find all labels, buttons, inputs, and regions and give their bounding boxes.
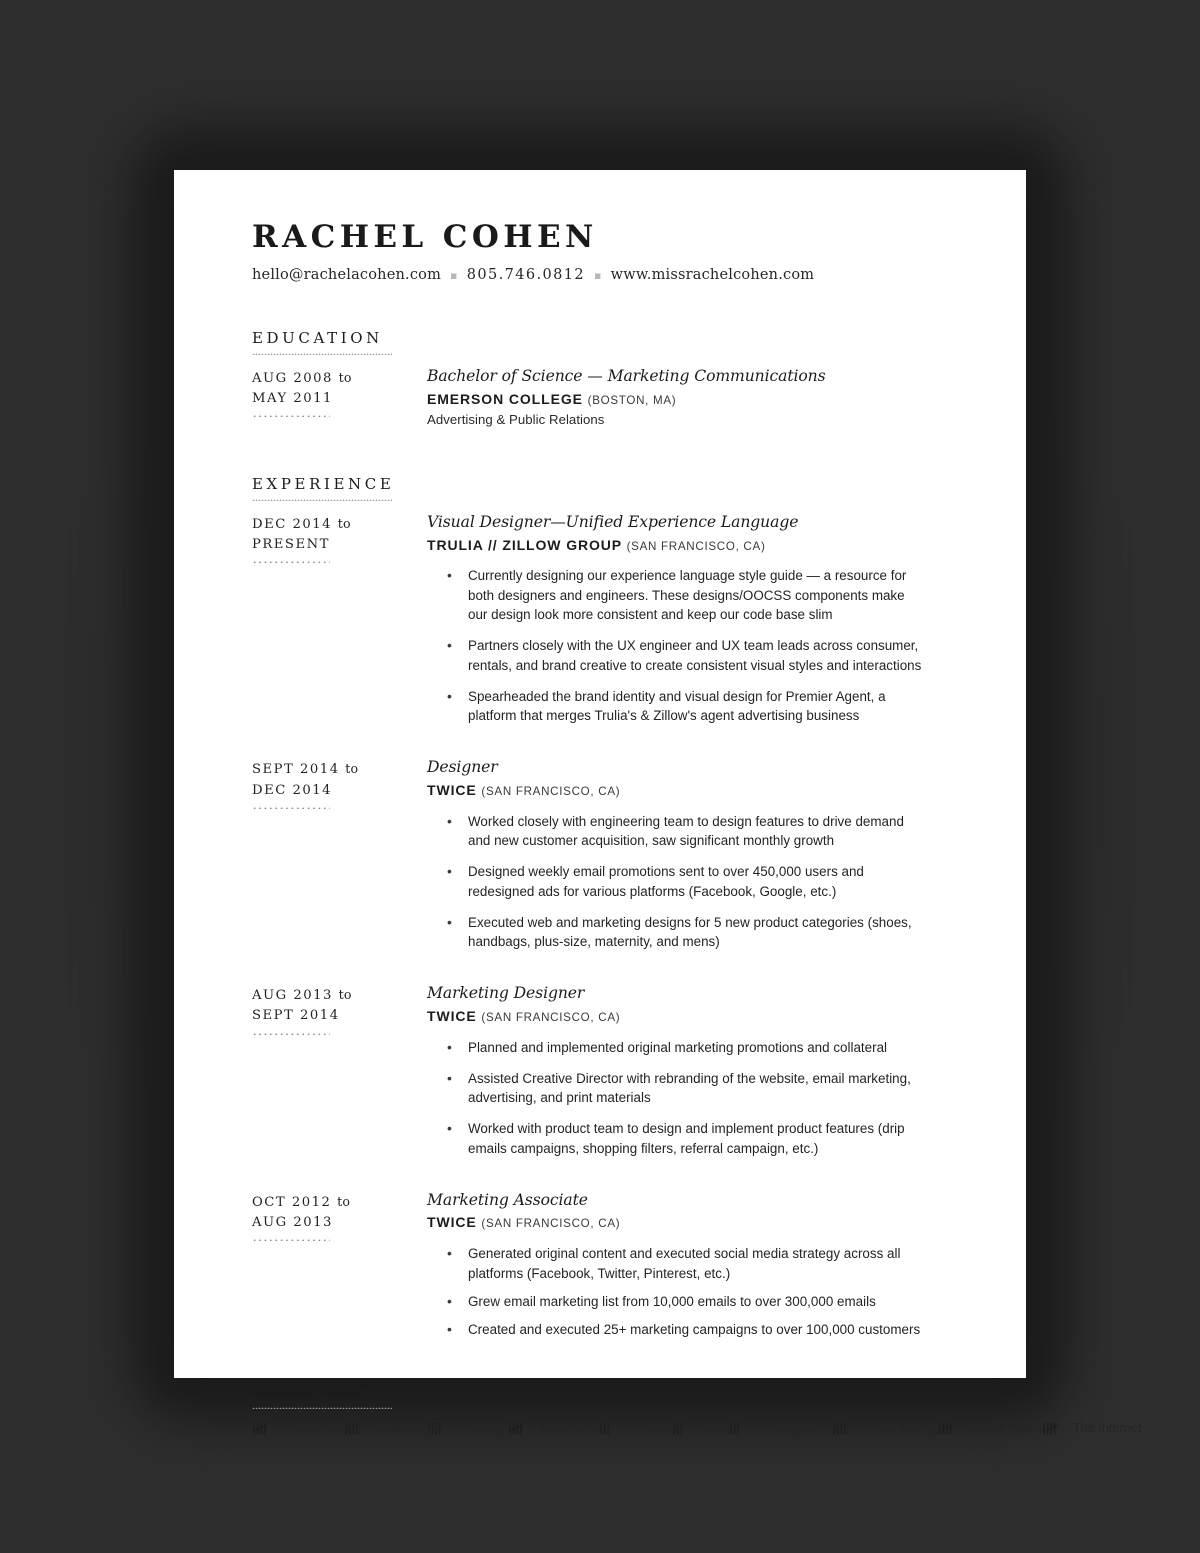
skill-item [729,1421,832,1436]
bullet-dot-icon: • [447,812,452,829]
bullet-dot-icon: • [447,863,452,880]
experience-bullet [441,687,926,726]
experience-date-end: AUG 2013 [252,1215,333,1231]
section-skills [252,1382,1142,1436]
bullet-dot-icon: • [447,1321,452,1338]
contact-email[interactable]: hello@rachelacohen.com [252,267,442,284]
tally-mark-icon [599,1421,621,1436]
experience-role: Visual Designer—Unified Experience Language [427,513,799,532]
skill-item [344,1421,427,1436]
contact-separator-icon: ▪ [450,268,458,282]
experience-date-start [252,1192,427,1213]
bullet-text: Generated original content and executed social media strategy across all platforms (Facebook, Twitter, Pinterest, etc.) [468,1246,901,1281]
experience-entry [252,1190,948,1339]
resume-header [252,220,948,283]
experience-bullet [441,566,926,624]
bullet-dot-icon: • [447,637,452,654]
education-subline: Advertising & Public Relations [427,411,605,427]
section-dotted-rule [252,352,392,355]
education-location: (BOSTON, MA) [587,393,677,407]
bullet-text: Planned and implemented original marketing promotions and collateral [468,1039,888,1055]
experience-bullet [441,1119,926,1158]
experience-date-column [252,512,427,725]
experience-date-column [252,983,427,1158]
bullet-dot-icon: • [447,687,452,704]
experience-location: (SAN FRANCISCO, CA) [481,784,621,798]
date-start-text: OCT 2012 [252,1195,332,1211]
section-heading-experience: EXPERIENCE [252,474,395,493]
tally-mark-icon [938,1421,960,1436]
experience-bullet [441,913,926,952]
skill-label: CSS [702,1421,729,1436]
education-body-column [427,366,948,429]
experience-date-end: PRESENT [252,537,330,553]
experience-date-start [252,985,427,1006]
date-start-text: AUG 2008 [252,371,333,387]
education-school [427,390,948,409]
experience-role: Marketing Designer [427,984,585,1003]
experience-body-column [427,1190,948,1339]
date-dotted-rule [252,560,330,563]
bullet-dot-icon: • [447,1120,452,1137]
tally-mark-icon [672,1421,694,1436]
experience-org-name: TWICE [427,1214,477,1231]
experience-body-column [427,512,948,725]
bullet-text: Assisted Creative Director with rebranding of the website, email marketing, advertising, and print materials [468,1070,911,1106]
experience-org-name: TWICE [427,1007,477,1024]
skill-label: Social Media [969,1421,1042,1436]
experience-bullet [441,1069,926,1108]
experience-bullet-list [427,812,948,952]
skill-item [599,1421,672,1436]
experience-bullet-list [427,566,948,725]
experience-entry [252,983,948,1158]
bullet-text: Worked with product team to design and implement product features (drip emails campaigns, shopping filters, referral campaign, etc.) [468,1121,905,1156]
skill-item [1042,1421,1142,1436]
section-heading-skills: SKILL SET [252,1382,368,1401]
date-to-text: to [345,761,359,777]
experience-bullet [441,1038,926,1057]
bullet-text: Grew email marketing list from 10,000 emails to over 300,000 emails [468,1293,876,1309]
experience-bullet [441,1292,926,1311]
experience-date-end: DEC 2014 [252,782,333,798]
experience-list [252,512,948,1339]
experience-bullet [441,812,926,851]
date-start-text: DEC 2014 [252,517,333,533]
experience-entry [252,512,948,725]
experience-date-column [252,1190,427,1339]
experience-bullet [441,1320,926,1339]
experience-role: Marketing Associate [427,1191,588,1210]
bullet-dot-icon: • [447,1069,452,1086]
tally-mark-icon [427,1421,449,1436]
date-to-text: to [337,516,351,532]
bullet-text: Currently designing our experience language style guide — a resource for both designers and engineers. These designs/OOCSS components make our design look more consistent and keep our code base slim [468,568,907,622]
experience-org [427,1007,948,1026]
date-dotted-rule [252,806,330,809]
skill-label: The Internet [1072,1421,1142,1436]
date-to-text: to [338,987,352,1003]
contact-website[interactable]: www.missrachelcohen.com [610,267,815,284]
experience-role: Designer [427,758,498,777]
experience-entry [252,757,948,951]
skills-grid [252,1421,1142,1436]
education-date-end: MAY 2011 [252,391,333,407]
experience-location: (SAN FRANCISCO, CA) [626,539,766,553]
education-date-column [252,366,427,429]
skill-label: Photography [759,1421,832,1436]
experience-org [427,536,948,555]
experience-body-column [427,983,948,1158]
bullet-text: Partners closely with the UX engineer and UX team leads across consumer, rentals, and brand creative to create consistent visual styles and interactions [468,638,922,673]
experience-bullet [441,862,926,901]
education-school-name: EMERSON COLLEGE [427,390,583,407]
experience-org [427,781,948,800]
skill-item [832,1421,939,1436]
experience-org-name: TRULIA // ZILLOW GROUP [427,536,622,553]
bullet-dot-icon: • [447,1245,452,1262]
experience-date-end: SEPT 2014 [252,1008,340,1024]
bullet-text: Executed web and marketing designs for 5 new product categories (shoes, handbags, plus-size, maternity, and mens) [468,914,912,950]
bullet-dot-icon: • [447,1038,452,1055]
tally-mark-icon [832,1421,854,1436]
experience-bullet-list [427,1244,948,1339]
tally-mark-icon [508,1421,530,1436]
experience-bullet-list [427,1038,948,1158]
skill-item [427,1421,508,1436]
date-to-text: to [337,1194,351,1210]
experience-location: (SAN FRANCISCO, CA) [481,1217,621,1231]
skill-label: Illustrator [374,1421,428,1436]
education-degree: Bachelor of Science — Marketing Communications [427,367,826,386]
page-title: RACHEL COHEN [252,219,598,255]
experience-location: (SAN FRANCISCO, CA) [481,1010,621,1024]
experience-org-name: TWICE [427,781,477,798]
skill-label: InDesign [458,1421,509,1436]
date-to-text: to [338,370,352,386]
tally-mark-icon [729,1421,751,1436]
experience-body-column [427,757,948,951]
tally-mark-icon [1042,1421,1064,1436]
bullet-dot-icon: • [447,567,452,584]
tally-mark-icon [252,1421,274,1436]
skill-label: HTML5 [630,1421,672,1436]
skill-label: MailChimp [539,1421,600,1436]
bullet-text: Worked closely with engineering team to design features to drive demand and new customer acquisition, saw significant monthly growth [468,813,904,848]
skill-item [672,1421,729,1436]
contact-phone[interactable]: 805.746.0812 [466,267,585,284]
section-education [252,330,948,429]
experience-bullet [441,636,926,675]
date-start-text: AUG 2013 [252,988,333,1004]
bullet-text: Spearheaded the brand identity and visual design for Premier Agent, a platform that merges Trulia's & Zillow's agent advertising business [468,688,886,724]
section-experience [252,476,948,1339]
bullet-text: Designed weekly email promotions sent to over 450,000 users and redesigned ads for various platforms (Facebook, Google, etc.) [468,864,864,899]
contact-separator-icon: ▪ [593,268,602,282]
skill-label: Photo Editing [862,1421,939,1436]
section-heading-education: EDUCATION [252,329,383,348]
date-dotted-rule [252,1238,330,1241]
bullet-dot-icon: • [447,913,452,930]
date-start-text: SEPT 2014 [252,762,340,778]
contact-line [252,267,948,283]
skill-item [508,1421,599,1436]
skill-label: Photoshop [283,1421,344,1436]
experience-date-column [252,757,427,951]
section-dotted-rule [252,1406,392,1409]
skill-item [938,1421,1042,1436]
bullet-dot-icon: • [447,1292,452,1309]
experience-date-start [252,759,427,780]
section-dotted-rule [252,498,392,501]
resume-page [174,170,1142,1436]
experience-org [427,1213,948,1232]
education-entry [252,366,948,429]
bullet-text: Created and executed 25+ marketing campaigns to over 100,000 customers [468,1322,921,1338]
date-dotted-rule [252,414,330,417]
experience-date-start [252,514,427,535]
date-dotted-rule [252,1032,330,1035]
skill-item [252,1421,344,1436]
tally-mark-icon [344,1421,366,1436]
experience-bullet [441,1244,926,1283]
education-date-start [252,368,427,389]
